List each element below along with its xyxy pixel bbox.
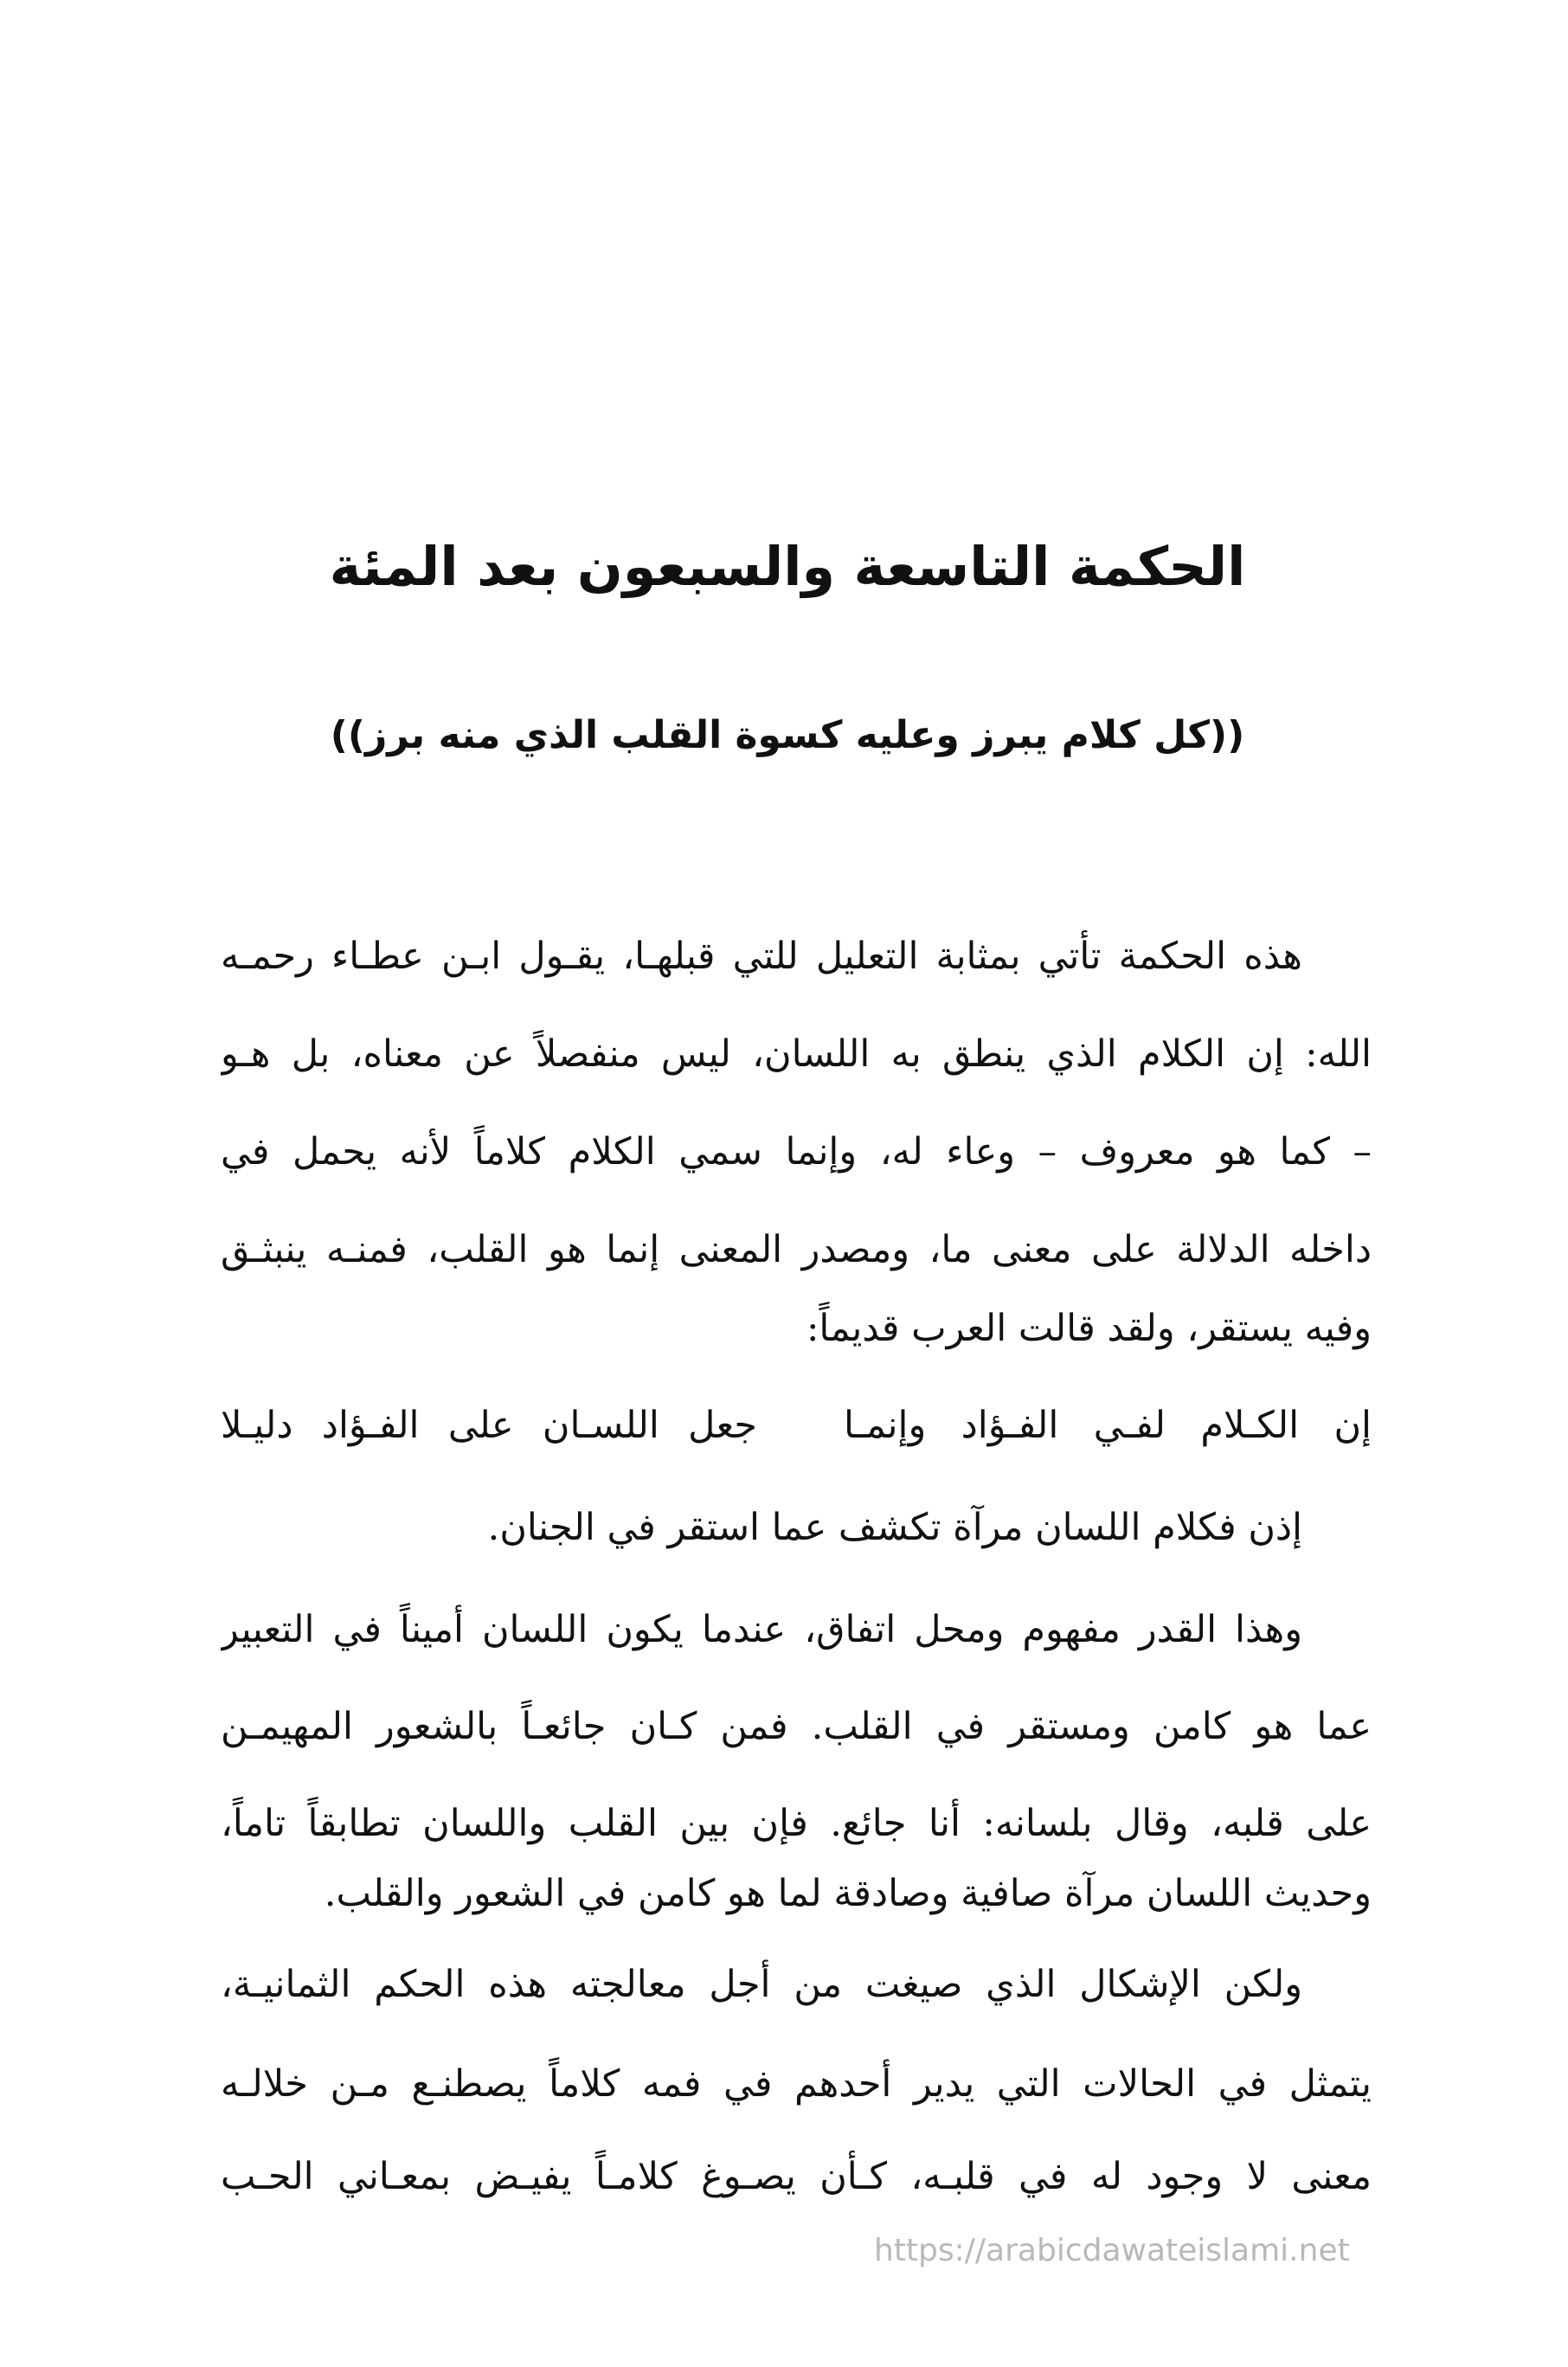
text-line: الله: إن الكلام الذي ينطق به اللسان، ليس منفصلاً عن معناه، بل هـو — [221, 1032, 1372, 1076]
text-line: وفيه يستقر، ولقد قالت العرب قديماً: — [806, 1307, 1372, 1350]
text-line: ولكن الإشكال الذي صيغت من أجل معالجته هذه الحكم الثمانيـة، — [221, 1963, 1302, 2006]
text-line: وحديث اللسان مرآة صافية وصادقة لما هو كامن في الشعور والقلب. — [324, 1872, 1372, 1915]
text-line: وهذا القدر مفهوم ومحل اتفاق، عندما يكون اللسان أميناً في التعبير — [221, 1608, 1302, 1651]
text-line: داخله الدلالة على معنى ما، ومصدر المعنى إنما هو القلب، فمنـه ينبثـق — [221, 1228, 1372, 1271]
text-line: على قلبه، وقال بلسانه: أنا جائع. فإن بين القلب واللسان تطابقاً تاماً، — [221, 1802, 1372, 1845]
page-title: الحكمة التاسعة والسبعون بعد المئة — [329, 535, 1246, 598]
text-line: – كما هو معروف – وعاء له، وإنما سمي الكلام كلاماً لأنه يحمل في — [221, 1130, 1372, 1174]
verse-first-hemistich: إن الكـلام لفـي الفـؤاد وإنمـا — [844, 1404, 1372, 1447]
text-line: إذن فكلام اللسان مرآة تكشف عما استقر في الجنان. — [487, 1506, 1302, 1549]
page-subtitle: ((كل كلام يبرز وعليه كسوة القلب الذي منه برز)) — [330, 713, 1245, 757]
text-line: هذه الحكمة تأتي بمثابة التعليل للتي قبلهـا، يقـول ابـن عطـاء رحمـه — [221, 935, 1302, 978]
poetry-verse — [221, 1395, 1372, 1456]
text-line: عما هو كامن ومستقر في القلب. فمن كـان جائعـاً بالشعور المهيمـن — [221, 1705, 1372, 1748]
watermark-url: https://arabicdawateislami.net — [874, 2233, 1350, 2268]
verse-second-hemistich: جعل اللسـان على الفـؤاد دليـلا — [221, 1404, 757, 1447]
text-line: معنى لا وجود له في قلبـه، كـأن يصـوغ كلامـاً يفيـض بمعـاني الحـب — [221, 2155, 1372, 2198]
text-line: يتمثل في الحالات التي يدير أحدهم في فمه كلاماً يصطنـع مـن خلالـه — [221, 2062, 1372, 2106]
